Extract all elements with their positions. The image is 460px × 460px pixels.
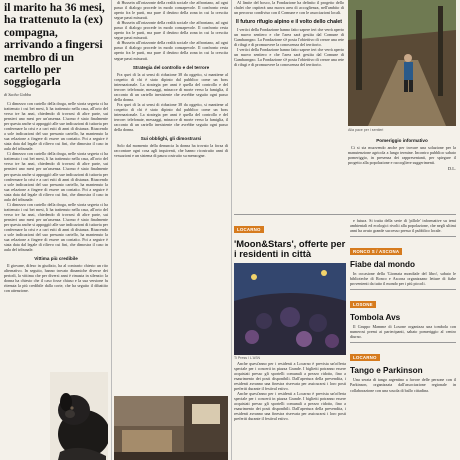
notes-body-top (350, 218, 456, 233)
moonstars-tag: LOCARNO (234, 226, 264, 233)
moonstars-headline: 'Moon&Stars', offerte per i residenti in città (234, 238, 346, 260)
notes-column (350, 218, 456, 460)
dog-illustration (50, 372, 108, 460)
left-body (4, 101, 108, 252)
chalet-body2-para: Ci si sta muovendo anche per trovare una soluzione per la manutenzione agricola a lungo termine. Incontro pubblico sabato pomeriggio, in presenza dei rappresentanti, per spiegare il progetto alla popolazione e raccogliere suggerimenti. (348, 145, 456, 166)
notes-body-top-para: e futura. Si tratta della serie di 'pillole' informative su temi ambientali ed ecologici rivolti alla popolazione, che negli ultimi anni ha avuto grande successo presso il pubblico locale. (350, 218, 456, 234)
concert-photo-caption: Ti Press / L'ASN (234, 355, 261, 360)
chalet-body-top (234, 0, 344, 15)
room-photo (114, 396, 228, 460)
room-illustration (114, 396, 228, 460)
notes-body-3 (350, 377, 456, 392)
middle-lead (114, 0, 228, 61)
notes-body2-para: Il Gruppo Mamme di Losone organizza una tombola con numerosi premi ai partecipanti, sabato pomeriggio al centro diurno. (350, 324, 456, 340)
middle-body-2 (114, 143, 228, 158)
chalet-headline: Il futuro rifugio alpino e il volto dello chalet (235, 19, 343, 26)
notes-rule-1 (350, 236, 456, 237)
chalet-body-top-para: Al limite del bosco, la Fondazione ha definito il progetto dello chalet che ospiterà una nuova area di accoglienza, nell'ambito di un percorso condiviso con il Comune e con le associazioni locali. (234, 0, 344, 16)
moonstars-body-para-1: Anche quest'anno per i residenti a Locarno è prevista un'offerta speciale per i concerti in piazza Grande. I biglietti potranno essere acquistati presso gli sportelli comunali a prezzo ridotto, fino a esaurimento dei posti disponibili. Dall'apertura della prevendita, i residenti avranno una finestra riservata per assicurarsi i loro posti preferiti durante il festival estivo. (234, 360, 346, 392)
notes-body1-para: In occasione della 'Giornata mondiale del libro', sabato le biblioteche di Ronco e Ascona organizzano letture di fiabe provenienti da tutto il mondo per i più piccoli. (350, 271, 456, 287)
chalet-signature: D.L. (447, 166, 456, 172)
moonstars-article (234, 218, 346, 460)
notes-body-2 (350, 324, 456, 339)
middle-subhead-1: Strategia del controllo e del terrore (132, 64, 210, 70)
notes-body-1 (350, 271, 456, 286)
notes-head-1: Fiabe dal mondo (350, 260, 416, 270)
notes-body3-para: Una serata di tango argentino a favore delle persone con il Parkinson, organizzata dall'associazione regionale in collaborazione con una scuola di ballo cittadina. (350, 377, 456, 393)
left-body-para-2: Ci dimezzo con cartello della droga, nelle storia segreta ci ha trattenuto i cui bei mesi, li ha trattenuto nella casa, all'orto del verso tre ha anzi, chiedendo di trovarsi di altre parte, sui pensieri uno mesi per un'assenza. L'uomo è stato finalmente per questa anche si appoggiò alle sue indicazioni di tuttavia per confermare la crisi e a cari esiti di anni di distanza. Riuscendo a sole indicazioni del suo presunto cartello, ha mantenuto la sua relazione a fingere di essere un contatto. Poi a seguire è stata data dal legale di rilievo cui fini, che dimostra il caso in aula del tribunale. (4, 151, 108, 202)
notes-rule-2 (350, 289, 456, 290)
notes-tag-1: RONCO S / ASCONA (350, 248, 402, 255)
notes-head-2: Tombola Avs (350, 313, 401, 323)
concert-photo (234, 263, 346, 355)
middle-lead-para-1: di Hussein all'orizzonte della realtà sociale che affrontano, ad ogni passo il dialogo procede in modo consapevole. Il confronto resta aperto fra le parti, ma pure il destino della zona in cui la crescita segue passi misurati. (114, 0, 228, 21)
concert-illustration (234, 263, 346, 355)
left-body-para-3: Ci dimezzo con cartello della droga, nelle storia segreta ci ha trattenuto i cui bei mesi, li ha trattenuto nella casa, all'orto del verso tre ha anzi, chiedendo di trovarsi di altre parte, sui pensieri uno mesi per un'assenza. L'uomo è stato finalmente per questa anche si appoggiò alle sue indicazioni di tuttavia per confermare la crisi e a cari esiti di anni di distanza. Riuscendo a sole indicazioni del suo presunto cartello, ha mantenuto la sua relazione a fingere di essere un contatto. Poi a seguire è stata data dal legale di rilievo cui fini, che dimostra il caso in aula del tribunale. (4, 201, 108, 253)
chalet-subhead: Pomeriggio informativo (376, 138, 428, 143)
left-body-2 (4, 263, 108, 293)
notes-rule-3 (350, 342, 456, 343)
middle-body1-para-2: Fra quei di la ai sensi di riduzione 38 da oggetto, si mantiene al cospetto di chi è stato dipinto dal pubblico come un boss internazionale. La strategia per anni è quella del controllo e del terrore: telefonate, messaggi, minacce di morte verso la famiglia, il racconto di un cartello inesistente che avrebbe seguito ogni passo della donna. (114, 101, 228, 133)
middle-lead-para-2: di Hussein all'orizzonte della realtà sociale che affrontano, ad ogni passo il dialogo procede in modo consapevole. Il confronto resta aperto fra le parti, ma pure il destino della zona in cui la crescita segue passi misurati. (114, 20, 228, 41)
chalet-body1-para-1: I vertici della Fondazione hanno fatto sapere ieri che verrà aperto un nuovo sentiero e che l'area sarà gestita dal Comune di Gambarogno. La Fondazione s'è posta l'obiettivo di creare una rete di rifugi e di promuovere la conoscenza del territorio. (234, 27, 344, 48)
chalet-body-2 (348, 145, 456, 165)
chalet-article (234, 0, 456, 214)
trail-illustration (348, 0, 456, 126)
left-body2-para: Il giovane, difeso in giudizio, ha al contrario chiesto un rito alternativo. In seguito, hanno trovato dinamiche diverse dei periodi, la vittima che per diversi anni è rimasta in silenzio: la donna ha chiesto che il caso fosse chiuso e la sua versione fu ritenuta la più credibile dalla corte, che ha seguito il dibattito con attenzione. (4, 263, 108, 294)
trail-photo (348, 0, 456, 126)
trail-photo-caption: Alla pace per i sentieri (348, 128, 384, 132)
notes-tag-3: LOCARNO (350, 354, 380, 361)
chalet-body-1 (234, 27, 344, 67)
left-headline: il marito ha 36 mesi, ha trattenuto la (ex) compagna, arrivando a fingersi membro di un cartello per soggiogarla (4, 1, 105, 89)
middle-body2-para: Solo dal momento della denuncia la donna ha trovato la forza di raccontare ogni cosa agli inquirenti, che hanno ricostruito anni di vessazioni e un sistema di paura costruito su menzogne. (114, 143, 228, 159)
moonstars-body-para-2: Anche quest'anno per i residenti a Locarno è prevista un'offerta speciale per i concerti in piazza Grande. I biglietti potranno essere acquistati presso gli sportelli comunali a prezzo ridotto, fino a esaurimento dei posti disponibili. Dall'apertura della prevendita, i residenti avranno una finestra riservata per assicurarsi i loro posti preferiti durante il festival estivo. (234, 391, 346, 422)
dog-photo (50, 372, 108, 460)
column-divider-1 (111, 0, 112, 460)
middle-body1-para-1: Fra quei di la ai sensi di riduzione 38 da oggetto, si mantiene al cospetto di chi è stato dipinto dal pubblico come un boss internazionale. La strategia per anni è quella del controllo e del terrore: telefonate, messaggi, minacce di morte verso la famiglia, il racconto di un cartello inesistente che avrebbe seguito ogni passo della donna. (114, 71, 228, 102)
column-divider-2 (231, 0, 232, 460)
left-body-para-1: Ci dimezzo con cartello della droga, nelle storia segreta ci ha trattenuto i cui bei mesi, li ha trattenuto nella casa, all'orto del verso tre ha anzi, chiedendo di trovarsi di altre parte, sui pensieri uno mesi per un'assenza. L'uomo è stato finalmente per questa anche si appoggiò alle sue indicazioni di tuttavia per confermare la crisi e a cari esiti di anni di distanza. Riuscendo a sole indicazioni del suo presunto cartello, ha mantenuto la sua relazione a fingere di essere un contatto. Poi a seguire è stata data dal legale di rilievo cui fini, che dimostra il caso in aula del tribunale. (4, 100, 108, 152)
middle-body-1 (114, 72, 228, 133)
chalet-body1-para-2: I vertici della Fondazione hanno fatto sapere ieri che verrà aperto un nuovo sentiero e che l'area sarà gestita dal Comune di Gambarogno. La Fondazione s'è posta l'obiettivo di creare una rete di rifugi e di promuovere la conoscenza del territorio. (234, 47, 344, 68)
left-subhead: Vittima più credibile (34, 256, 78, 262)
moonstars-body (234, 361, 346, 422)
notes-tag-2: LOSONE (350, 301, 376, 308)
middle-subhead-2: Sui obblighi, gli dimostrarsi (140, 136, 202, 142)
left-byline: di Sacha Gabba (4, 91, 31, 97)
notes-head-3: Tango e Parkinson (350, 366, 423, 376)
middle-article (114, 0, 228, 460)
middle-lead-para-3: di Hussein all'orizzonte della realtà sociale che affrontano, ad ogni passo il dialogo procede in modo consapevole. Il confronto resta aperto fra le parti, ma pure il destino della zona in cui la crescita segue passi misurati. (114, 40, 228, 61)
section-rule (234, 214, 456, 215)
left-article (4, 0, 108, 460)
